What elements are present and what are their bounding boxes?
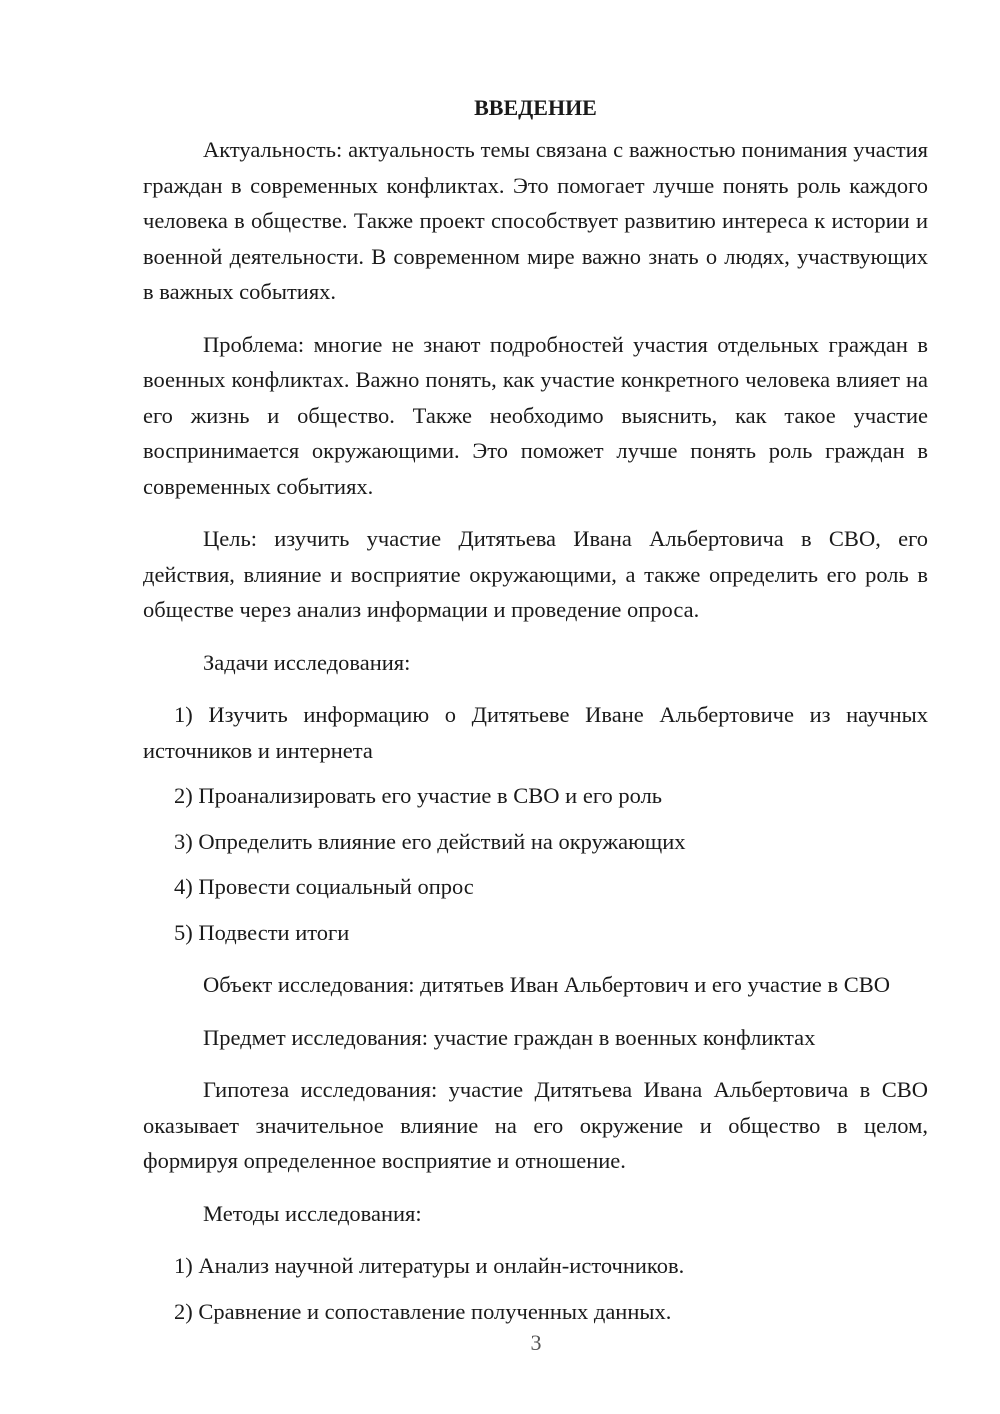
tasks-heading: Задачи исследования: (203, 649, 411, 675)
task-item-2: 2) Проанализировать его участие в СВО и его роль (174, 783, 663, 808)
task-item-5: 5) Подвести итоги (174, 919, 350, 945)
task-item-1: 1) Изучить информацию о Дитятьеве Иване Альбертовиче из научных источников и интернета (143, 702, 928, 763)
method-item-1: 1) Анализ научной литературы и онлайн-источников. (174, 1253, 685, 1278)
task-item-4: 4) Провести социальный опрос (174, 874, 474, 899)
page-number: 3 (530, 1330, 542, 1355)
subject-paragraph: Предмет исследования: участие граждан в военных конфликтах (203, 1024, 816, 1050)
page-body (143, 92, 928, 1329)
hypothesis-paragraph: Гипотеза исследования: участие Дитятьева Ивана Альбертовича в СВО оказывает значительное влияние на его окружение и общество в целом, формируя определенное восприятие и отношение. (143, 1077, 928, 1173)
method-item-2: 2) Сравнение и сопоставление полученных данных. (174, 1298, 672, 1324)
methods-heading: Методы исследования: (203, 1200, 422, 1226)
goal-paragraph: Цель: изучить участие Дитятьева Ивана Альбертовича в СВО, его действия, влияние и восприятие окружающими, а также определить его роль в обществе через анализ информации и проведение опроса. (143, 526, 928, 622)
object-paragraph: Объект исследования: дитятьев Иван Альбертович и его участие в СВО (203, 972, 890, 997)
task-item-3: 3) Определить влияние его действий на окружающих (174, 828, 686, 854)
relevance-paragraph: Актуальность: актуальность темы связана с важностью понимания участия граждан в современных конфликтах. Это помогает лучше понять роль каждого человека в обществе. Также проект способствует развитию интереса к истории и военной деятельности. В современном мире важно знать о людях, участвующих в важных событиях. (143, 137, 928, 304)
problem-paragraph: Проблема: многие не знают подробностей участия отдельных граждан в военных конфликтах. Важно понять, как участие конкретного человека влияет на его жизнь и общество. Также необходимо выяснить, как такое участие воспринимается окружающими. Это поможет лучше понять роль граждан в современных событиях. (143, 331, 928, 499)
page-title: ВВЕДЕНИЕ (474, 95, 597, 120)
